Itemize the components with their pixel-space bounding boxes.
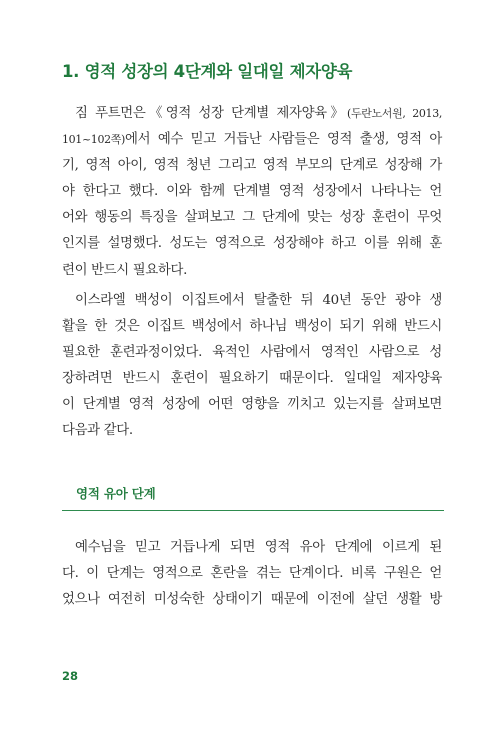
text-line: 이 단계별 영적 성장에 어떤 영향을 끼치고 있는지를 살펴보면 <box>62 397 442 413</box>
text-line: 어와 행동의 특징을 살펴보고 그 단계에 맞는 성장 훈련이 무엇 <box>62 210 442 226</box>
intro-paragraph-2 <box>62 288 442 445</box>
text-line: 다음과 같다. <box>62 423 133 439</box>
text-line: 야 한다고 했다. 이와 함께 단계별 영적 성장에서 나타나는 언 <box>62 184 442 200</box>
text-line: 련이 반드시 필요하다. <box>62 262 187 278</box>
text-line: 필요한 훈련과정이었다. 육적인 사람에서 영적인 사람으로 성 <box>62 345 442 361</box>
section-heading: 영적 유아 단계 <box>62 484 444 511</box>
citation-text: 101~102쪽) <box>62 133 125 147</box>
citation-text: (두란노서원, 2013, <box>347 107 443 120</box>
text-line <box>62 127 442 153</box>
section-paragraph <box>62 535 442 613</box>
text-segment: 에서 예수 믿고 거듭난 사람들은 영적 출생, 영적 아 <box>124 132 442 148</box>
text-line: 활을 한 것은 이집트 백성에서 하나님 백성이 되기 위해 반드시 <box>62 319 442 335</box>
text-segment: 짐 푸트먼은《영적 성장 단계별 제자양육》 <box>75 106 348 121</box>
text-line: 인지를 설명했다. 성도는 영적으로 성장해야 하고 이를 위해 훈 <box>62 236 442 252</box>
intro-paragraph-1 <box>62 101 442 284</box>
text-line <box>62 101 442 127</box>
text-line: 기, 영적 아이, 영적 청년 그리고 영적 부모의 단계로 성장해 가 <box>62 158 442 174</box>
page-number: 28 <box>62 669 79 683</box>
text-line: 이스라엘 백성이 이집트에서 탈출한 뒤 40년 동안 광야 생 <box>75 293 442 308</box>
text-line: 다. 이 단계는 영적으로 혼란을 겪는 단계이다. 비록 구원은 얻 <box>62 566 442 582</box>
text-line: 장하려면 반드시 훈련이 필요하기 때문이다. 일대일 제자양육 <box>62 371 442 387</box>
text-line: 예수님을 믿고 거듭나게 되면 영적 유아 단계에 이르게 된 <box>75 540 442 555</box>
chapter-title: 1. 영적 성장의 4단계와 일대일 제자양육 <box>62 62 353 81</box>
text-line: 었으나 여전히 미성숙한 상태이기 때문에 이전에 살던 생활 방 <box>62 592 442 608</box>
